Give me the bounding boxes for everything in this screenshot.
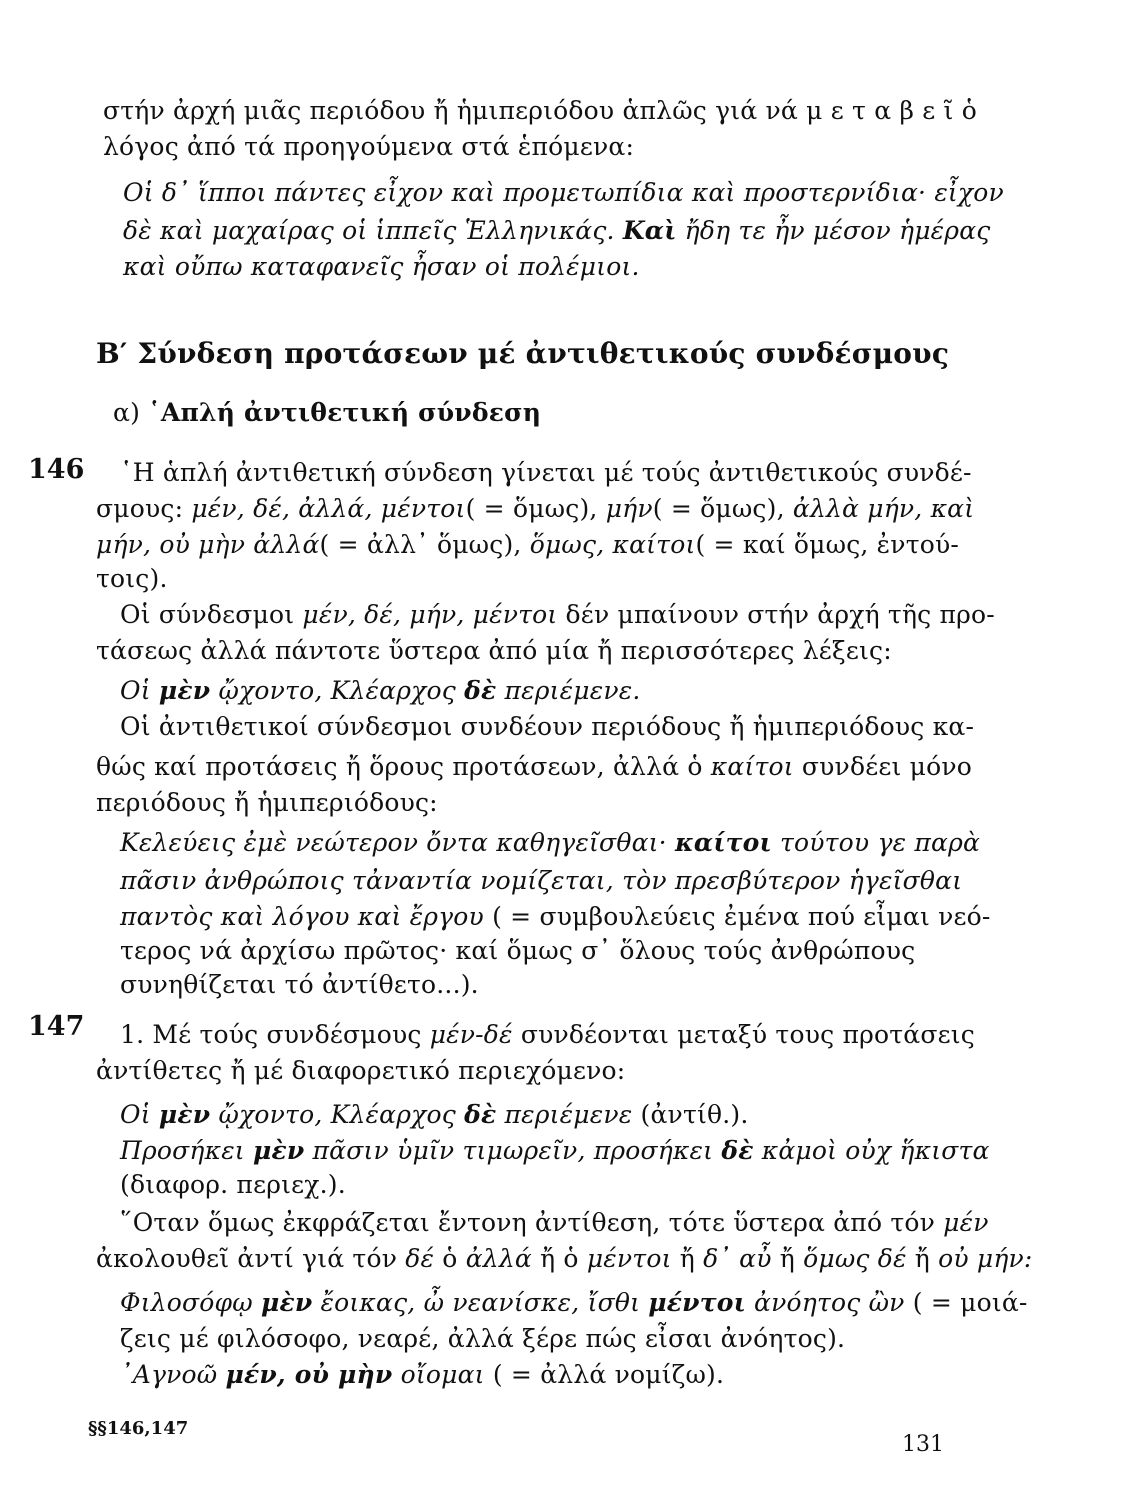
text: συνηθίζεται τό ἀντίθετο...). [120,970,479,999]
text: κἀμοὶ οὐχ ἥκιστα [753,1136,990,1165]
text: ἤ [906,1244,939,1273]
text: ᾿Αγνοῶ [120,1360,226,1389]
emphasis: μὲν [158,676,211,705]
s146-p2-example [120,676,641,706]
emphasis: μὲν [260,1288,313,1317]
text: Κελεύεις ἐμὲ νεώτερον ὄντα καθηγεῖσθαι· [120,828,675,857]
intro-line-2 [103,132,634,162]
text: ἀλλά [465,1244,532,1273]
subheading-label: α) [113,398,149,427]
s146-p3-example-line-2 [120,866,962,896]
subheading [113,398,541,428]
text: Φιλοσόφῳ [120,1288,261,1317]
s147-p1-line-2 [96,1056,625,1086]
s146-p3-line-1 [120,712,974,742]
text: ἔοικας, ὦ νεανίσκε, ἴσθι [312,1288,649,1317]
text: οἴομαι [392,1360,485,1389]
s146-p1-line-1 [120,458,972,488]
section-number-147: 147 [28,1011,85,1042]
s146-p3-line-2 [96,752,972,782]
s146-p2-line-1 [120,600,995,630]
intro-line-1 [103,96,977,126]
emphasis: μέν, οὐ μὴν [225,1360,393,1389]
text: ( = καί ὅμως, ἐντού- [695,530,960,559]
text: Οἱ σύνδεσμοι [120,600,303,629]
text: πᾶσιν ὑμῖν τιμωρεῖν, προσήκει [304,1136,722,1165]
text: Προσήκει [120,1136,253,1165]
text: ἀκολουθεῖ ἀντί γιά τόν [96,1244,406,1273]
text: ( = ὅμως), [652,494,793,523]
s147-p1-example-line-1 [120,1100,748,1130]
text: ( = ὅμως), [465,494,606,523]
text: οὐ μήν: [938,1244,1033,1273]
text: ( = ἀλλά νομίζω). [484,1360,725,1389]
text: Οἱ [120,1100,159,1129]
text: ἀντίθετες ἤ μέ διαφορετικό περιεχόμενο: [96,1056,626,1085]
text: καίτοι [710,752,794,781]
s146-p2-line-2 [96,636,892,666]
text: ἀλλὰ μήν, καὶ [792,494,975,523]
text: Οἱ δ᾽ ἵπποι πάντες εἶχον καὶ προμετωπίδια καὶ προστερνίδια· εἶχον [123,178,1004,207]
text: ( = μοιά- [904,1288,1028,1317]
s147-p1-line-1 [120,1020,975,1050]
emphasis: μὲν [252,1136,305,1165]
text: πᾶσιν ἀνθρώποις τἀναντία νομίζεται, τὸν πρεσβύτερον ἡγεῖσθαι [120,866,963,895]
text: 1. Μέ τούς συνδέσμους [120,1020,430,1049]
text: (ἀντίθ.). [632,1100,749,1129]
text: ζεις μέ φιλόσοφο, νεαρέ, ἀλλά ξέρε πώς εἶσαι ἀνόητος). [120,1324,846,1353]
text: τερος νά ἀρχίσω πρῶτος· καί ὅμως σ᾽ ὅλους τούς ἀνθρώπους [120,936,916,965]
s147-p1-example-line-3 [120,1170,346,1200]
s146-p1-line-3 [96,530,959,560]
section-heading: Β′ Σύνδεση προτάσεων μέ ἀντιθετικούς συνδέσμους [96,337,950,370]
s146-p3-example-line-4 [120,936,915,966]
s147-p1-example-line-2 [120,1136,990,1166]
text: ( = ἀλλ᾽ ὅμως), [319,530,530,559]
s147-p2-example-line-1 [120,1288,1028,1318]
text: Οἱ ἀντιθετικοί σύνδεσμοι συνδέουν περιόδους ἤ ἡμιπεριόδους κα- [120,712,975,741]
emphasis: δὲ [464,1100,497,1129]
text: καὶ οὔπω καταφανεῖς ἦσαν οἱ πολέμιοι. [123,252,640,281]
text: σμους: [96,494,192,523]
text: συνδέονται μεταξύ τους προτάσεις [512,1020,975,1049]
text: ἤ [671,1244,704,1273]
text: μήν, οὐ μὴν ἀλλά [96,530,320,559]
text: ὁ [434,1244,466,1273]
s146-p1-line-4 [96,564,168,594]
text: μέν, δέ, μήν, μέντοι [302,600,558,629]
text: ὅμως, καίτοι [529,530,696,559]
s147-p2-line-1 [120,1208,989,1238]
s146-p3-example-line-5 [120,970,479,1000]
text: ἤ [771,1244,804,1273]
text: δέ [405,1244,435,1273]
text: συνδέει μόνο [793,752,972,781]
text: λόγος ἀπό τά προηγούμενα στά ἑπόμενα: [103,132,635,161]
intro-example-line-2 [123,216,990,246]
s147-p2-line-2 [96,1244,1033,1274]
text: τάσεως ἀλλά πάντοτε ὕστερα ἀπό μία ἤ περισσότερες λέξεις: [96,636,892,665]
emphasis: δὲ [464,676,497,705]
text: περιόδους ἤ ἡμιπεριόδους: [96,788,438,817]
text: Οἱ [120,676,159,705]
emphasis: Καὶ [622,216,677,245]
text: δ᾽ αὖ [703,1244,772,1273]
text: τούτου γε παρὰ [771,828,981,857]
s147-p2-example-line-3 [120,1360,724,1390]
text: μέν-δέ [429,1020,513,1049]
emphasis: δὲ [721,1136,754,1165]
subheading-text: ῾Απλή ἀντιθετική σύνδεση [148,398,542,427]
emphasis: μὲν [158,1100,211,1129]
page-number: 131 [902,1432,944,1457]
text: ἤ ὁ [531,1244,587,1273]
text: ἤδη τε ἦν μέσον ἡμέρας [676,216,991,245]
text: δέν μπαίνουν στήν ἀρχή τῆς προ- [557,600,995,629]
text: ᾤχοντο, Κλέαρχος [210,1100,465,1129]
s146-p3-line-3 [96,788,438,818]
text: (διαφορ. περιεχ.). [120,1170,346,1199]
text: ᾤχοντο, Κλέαρχος [210,676,465,705]
s147-p2-example-line-2 [120,1324,845,1354]
emphasis: μέντοι [648,1288,746,1317]
s146-p3-example-line-1 [120,828,980,858]
s146-p1-line-2 [96,494,974,524]
emphasis: καίτοι [674,828,772,857]
s146-p3-example-line-3 [120,902,991,932]
intro-example-line-1 [123,178,1004,208]
text: ( = συμβουλεύεις ἐμένα πού εἶμαι νεό- [483,902,991,931]
text: μέντοι [586,1244,672,1273]
text: ὅμως δέ [803,1244,907,1273]
text: θώς καί προτάσεις ἤ ὅρους προτάσεων, ἀλλά ὁ [96,752,711,781]
text: μέν, δέ, ἀλλά, μέντοι [191,494,466,523]
footer-section-refs: §§146,147 [88,1418,189,1439]
text: περιέμενε. [496,676,641,705]
text: περιέμενε [496,1100,633,1129]
text: ἀνόητος ὢν [745,1288,905,1317]
text: μέν [943,1208,989,1237]
text: ῾Η ἁπλή ἀντιθετική σύνδεση γίνεται μέ τούς ἀντιθετικούς συνδέ- [120,458,972,487]
section-number-146: 146 [28,454,85,485]
text: μήν [605,494,653,523]
text: δὲ καὶ μαχαίρας οἱ ἱππεῖς Ἑλληνικάς. [123,216,623,245]
text: ῞Οταν ὅμως ἐκφράζεται ἔντονη ἀντίθεση, τότε ὕστερα ἀπό τόν [120,1208,944,1237]
text: τοις). [96,564,168,593]
intro-example-line-3 [123,252,640,282]
text: παντὸς καὶ λόγου καὶ ἔργου [120,902,484,931]
text: στήν ἀρχή μιᾶς περιόδου ἤ ἡμιπεριόδου ἁπλῶς γιά νά μ ε τ α β ε ῖ ὁ [103,96,977,125]
